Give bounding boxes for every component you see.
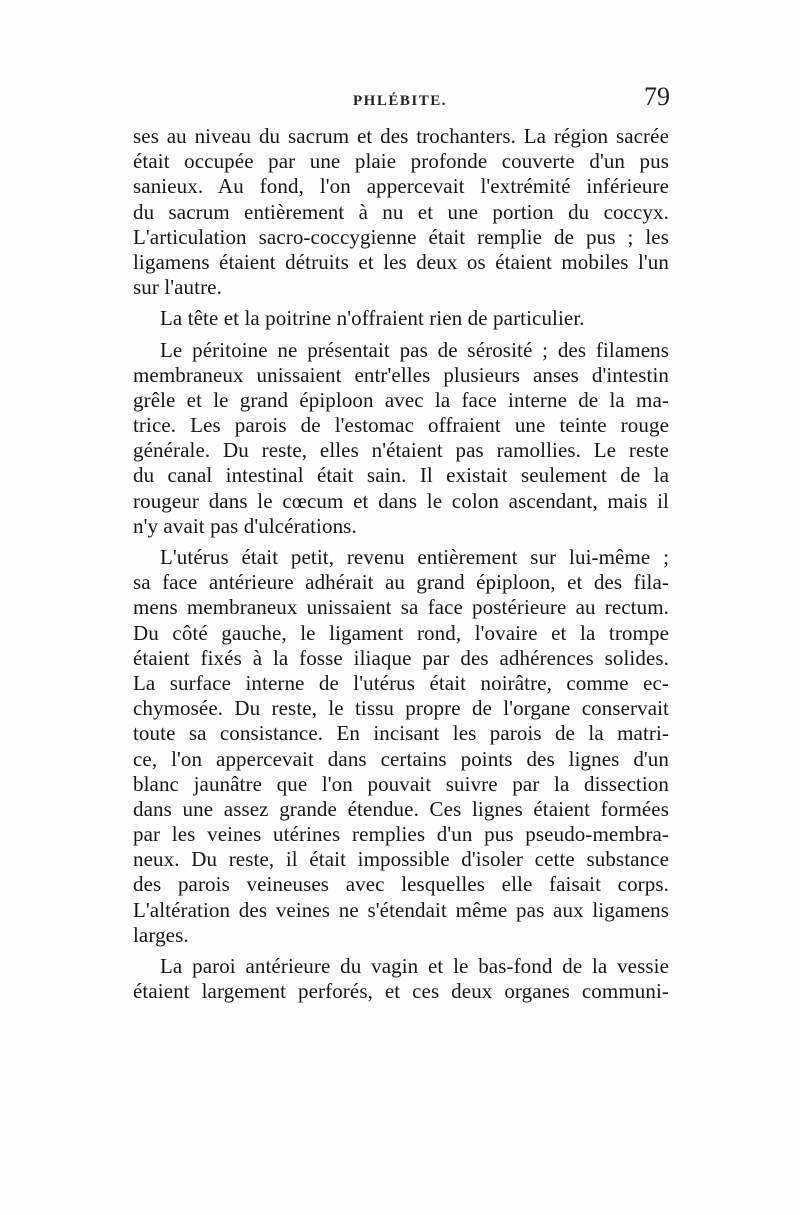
text-line: dans une assez grande étendue. Ces lignes étaient formées [133,796,669,821]
text-line: membraneux unissaient entr'elles plusieurs anses d'intestin [133,362,669,387]
text-line: des parois veineuses avec lesquelles elle faisait corps. [133,872,669,897]
text-line: trice. Les parois de l'estomac offraient une teinte rouge [133,413,669,438]
paragraph [133,306,669,331]
text-line: n'y avait pas d'ulcérations. [133,513,357,538]
text-line: blanc jaunâtre que l'on pouvait suivre par la dissection [133,771,669,796]
text-line: chymosée. Du reste, le tissu propre de l'organe conservait [133,696,669,721]
running-title: PHLÉBITE. [353,93,447,109]
text-line: La surface interne de l'utérus était noirâtre, comme ec- [133,670,669,695]
text-line: ligamens étaient détruits et les deux os étaient mobiles l'un [133,249,669,274]
text-line: Le péritoine ne présentait pas de sérosité ; des filamens [160,337,669,362]
body-text [133,124,669,1004]
text-line: neux. Du reste, il était impossible d'isoler cette substance [133,847,669,872]
text-line: L'altération des veines ne s'étendait même pas aux ligamens [133,897,669,922]
text-line: larges. [133,922,189,947]
paragraph [133,338,669,540]
text-line: mens membraneux unissaient sa face postérieure au rectum. [133,595,669,620]
text-line: générale. Du reste, elles n'étaient pas ramollies. Le reste [133,438,669,463]
text-line: toute sa consistance. En incisant les parois de la matri- [133,721,669,746]
text-line: ce, l'on appercevait dans certains points des lignes d'un [133,746,669,771]
page-header [130,82,670,128]
text-line: grêle et le grand épiploon avec la face interne de la ma- [133,387,669,412]
text-line: du sacrum entièrement à nu et une portion du coccyx. [133,199,669,224]
text-line: La paroi antérieure du vagin et le bas-fond de la vessie [160,954,669,978]
page-number: 79 [644,82,670,111]
paragraph [133,954,669,1004]
text-line: étaient largement perforés, et ces deux organes communi- [133,979,669,1004]
text-line: du canal intestinal était sain. Il existait seulement de la [133,463,669,488]
text-line: par les veines utérines remplies d'un pus pseudo-membra- [133,822,669,847]
text-line: L'articulation sacro-coccygienne était remplie de pus ; les [133,224,669,249]
paragraph [133,545,669,948]
text-line: Du côté gauche, le ligament rond, l'ovaire et la trompe [133,620,669,645]
text-line: sa face antérieure adhérait au grand épiploon, et des fila- [133,570,669,595]
text-line: ses au niveau du sacrum et des trochanters. La région sacrée [133,124,669,148]
text-line: rougeur dans le cœcum et dans le colon ascendant, mais il [133,488,669,513]
text-line: L'utérus était petit, revenu entièrement sur lui-même ; [160,545,669,569]
paragraph [133,124,669,300]
text-line: sur l'autre. [133,275,222,300]
text-line: La tête et la poitrine n'offraient rien de particulier. [160,306,585,331]
text-line: sanieux. Au fond, l'on appercevait l'extrémité inférieure [133,174,669,199]
text-line: était occupée par une plaie profonde couverte d'un pus [133,149,669,174]
text-line: étaient fixés à la fosse iliaque par des adhérences solides. [133,645,669,670]
